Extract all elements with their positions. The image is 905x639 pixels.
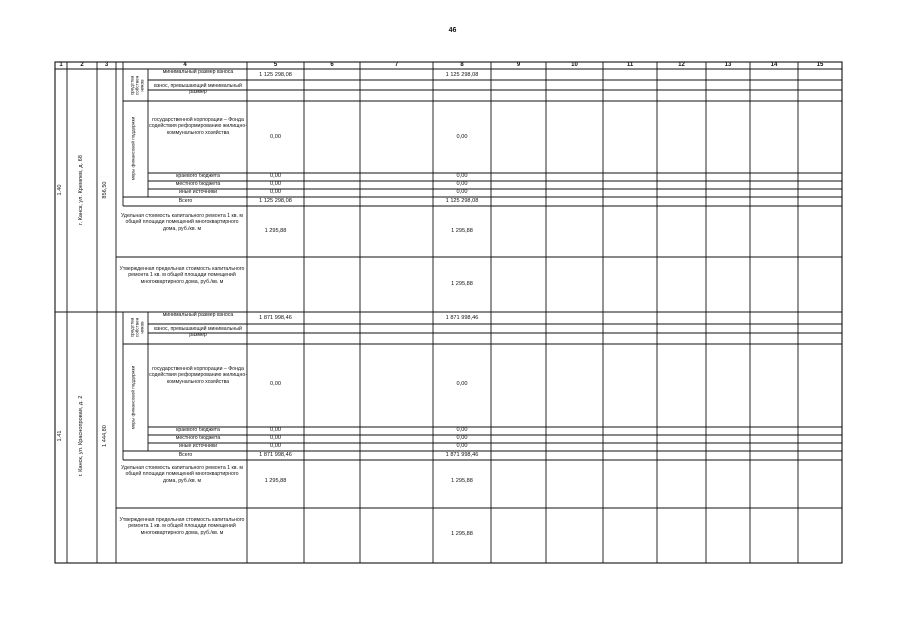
label-regional: краевого бюджета <box>176 427 220 433</box>
b2-other-c8: 0,00 <box>456 443 468 449</box>
b2-regional-c8: 0,00 <box>456 427 468 433</box>
b2-min-fee-c8: 1 871 998,46 <box>445 315 479 321</box>
b1-regional-c8: 0,00 <box>456 173 468 179</box>
b1-unit-cost-c5: 1 295,88 <box>264 228 287 234</box>
area-value: 856,50 <box>102 181 108 199</box>
label-total: Всего <box>178 452 193 458</box>
b1-total-c8: 1 125 298,08 <box>445 198 479 204</box>
label-other: иные источники <box>178 443 218 449</box>
label-over-fee: взнос, превышающий минимальный размер <box>154 83 242 96</box>
label-over-fee: взнос, превышающий минимальный размер <box>154 326 242 339</box>
label-local: местного бюджета <box>175 181 221 187</box>
col-header-15: 15 <box>816 62 824 68</box>
col-header-12: 12 <box>678 62 685 68</box>
b1-regional-c5: 0,00 <box>270 173 281 179</box>
col-header-1: 1 <box>59 62 63 68</box>
b1-fund-c8: 0,00 <box>456 134 468 140</box>
col-header-5: 5 <box>273 62 278 68</box>
label-fund: государственной корпорации – Фонда содействия реформированию жилищно-коммунального хозяйства <box>149 117 247 136</box>
b2-regional-c5: 0,00 <box>270 427 281 433</box>
label-regional: краевого бюджета <box>176 173 220 179</box>
b2-total-c5: 1 871 998,46 <box>259 452 292 458</box>
col-header-7: 7 <box>394 62 399 68</box>
label-fund: государственной корпорации – Фонда содействия реформированию жилищно-коммунального хозяйства <box>149 366 247 385</box>
area-value: 1 444,80 <box>102 425 108 447</box>
b1-other-c5: 0,00 <box>270 189 281 195</box>
b2-fund-c5: 0,00 <box>270 381 281 387</box>
b1-fund-c5: 0,00 <box>270 134 281 140</box>
b2-total-c8: 1 871 998,46 <box>445 452 479 458</box>
col-header-14: 14 <box>770 62 778 68</box>
group-owners-label: средства собствен ников <box>129 75 145 96</box>
label-unit-cost: Удельная стоимость капитального ремонта 1 кв. м общей площади помещений многоквартирного дома, руб./кв. м <box>121 465 243 484</box>
b2-unit-cost-c8: 1 295,88 <box>451 478 473 484</box>
col-header-6: 6 <box>330 62 334 68</box>
col-header-8: 8 <box>460 62 464 68</box>
b2-fund-c8: 0,00 <box>456 381 468 387</box>
col-header-3: 3 <box>104 62 109 68</box>
label-local: местного бюджета <box>175 435 221 441</box>
label-limit-cost: Утвержденная предельная стоимость капитального ремонта 1 кв. м общей площади помещений многоквартирного дома, руб./кв. м <box>119 517 245 536</box>
b1-min-fee-c5: 1 125 298,08 <box>259 72 292 78</box>
b1-local-c8: 0,00 <box>456 181 468 187</box>
row-id: 1.40 <box>57 184 63 196</box>
address: г. Канск, ул. Краснопровая, д. 2 <box>78 395 84 477</box>
label-other: иные источники <box>178 189 218 195</box>
b2-min-fee-c5: 1 871 998,46 <box>259 315 292 321</box>
b1-local-c5: 0,00 <box>270 181 281 187</box>
b1-min-fee-c8: 1 125 298,08 <box>445 72 479 78</box>
b1-total-c5: 1 125 298,08 <box>259 198 292 204</box>
label-min-fee: минимальный размер взноса <box>162 312 234 318</box>
col-header-10: 10 <box>571 62 578 68</box>
col-header-9: 9 <box>516 62 521 68</box>
group-support-label: меры финансовой поддержки <box>130 116 136 181</box>
b2-local-c5: 0,00 <box>270 435 281 441</box>
label-min-fee: минимальный размер взноса <box>162 69 234 75</box>
b2-unit-cost-c5: 1 295,88 <box>264 478 287 484</box>
b1-other-c8: 0,00 <box>456 189 468 195</box>
b1-limit-cost-c8: 1 295,88 <box>451 281 473 287</box>
label-total: Всего <box>178 198 193 204</box>
group-support-label: меры финансовой поддержки <box>130 365 136 430</box>
label-limit-cost: Утвержденная предельная стоимость капитального ремонта 1 кв. м общей площади помещений многоквартирного дома, руб./кв. м <box>119 266 245 285</box>
row-id: 1.41 <box>57 430 63 442</box>
col-header-13: 13 <box>724 62 732 68</box>
col-header-2: 2 <box>80 62 84 68</box>
address: г. Канск, ул. Кремлев, д. 68 <box>78 155 84 225</box>
label-unit-cost: Удельная стоимость капитального ремонта 1 кв. м общей площади помещений многоквартирного дома, руб./кв. м <box>121 213 243 232</box>
b2-other-c5: 0,00 <box>270 443 281 449</box>
b2-local-c8: 0,00 <box>456 435 468 441</box>
b2-limit-cost-c8: 1 295,88 <box>451 531 473 537</box>
page-number: 46 <box>448 27 457 34</box>
col-header-4: 4 <box>183 62 187 68</box>
col-header-11: 11 <box>626 62 634 68</box>
group-owners-label: средства собствен ников <box>129 317 145 338</box>
b1-unit-cost-c8: 1 295,88 <box>451 228 473 234</box>
